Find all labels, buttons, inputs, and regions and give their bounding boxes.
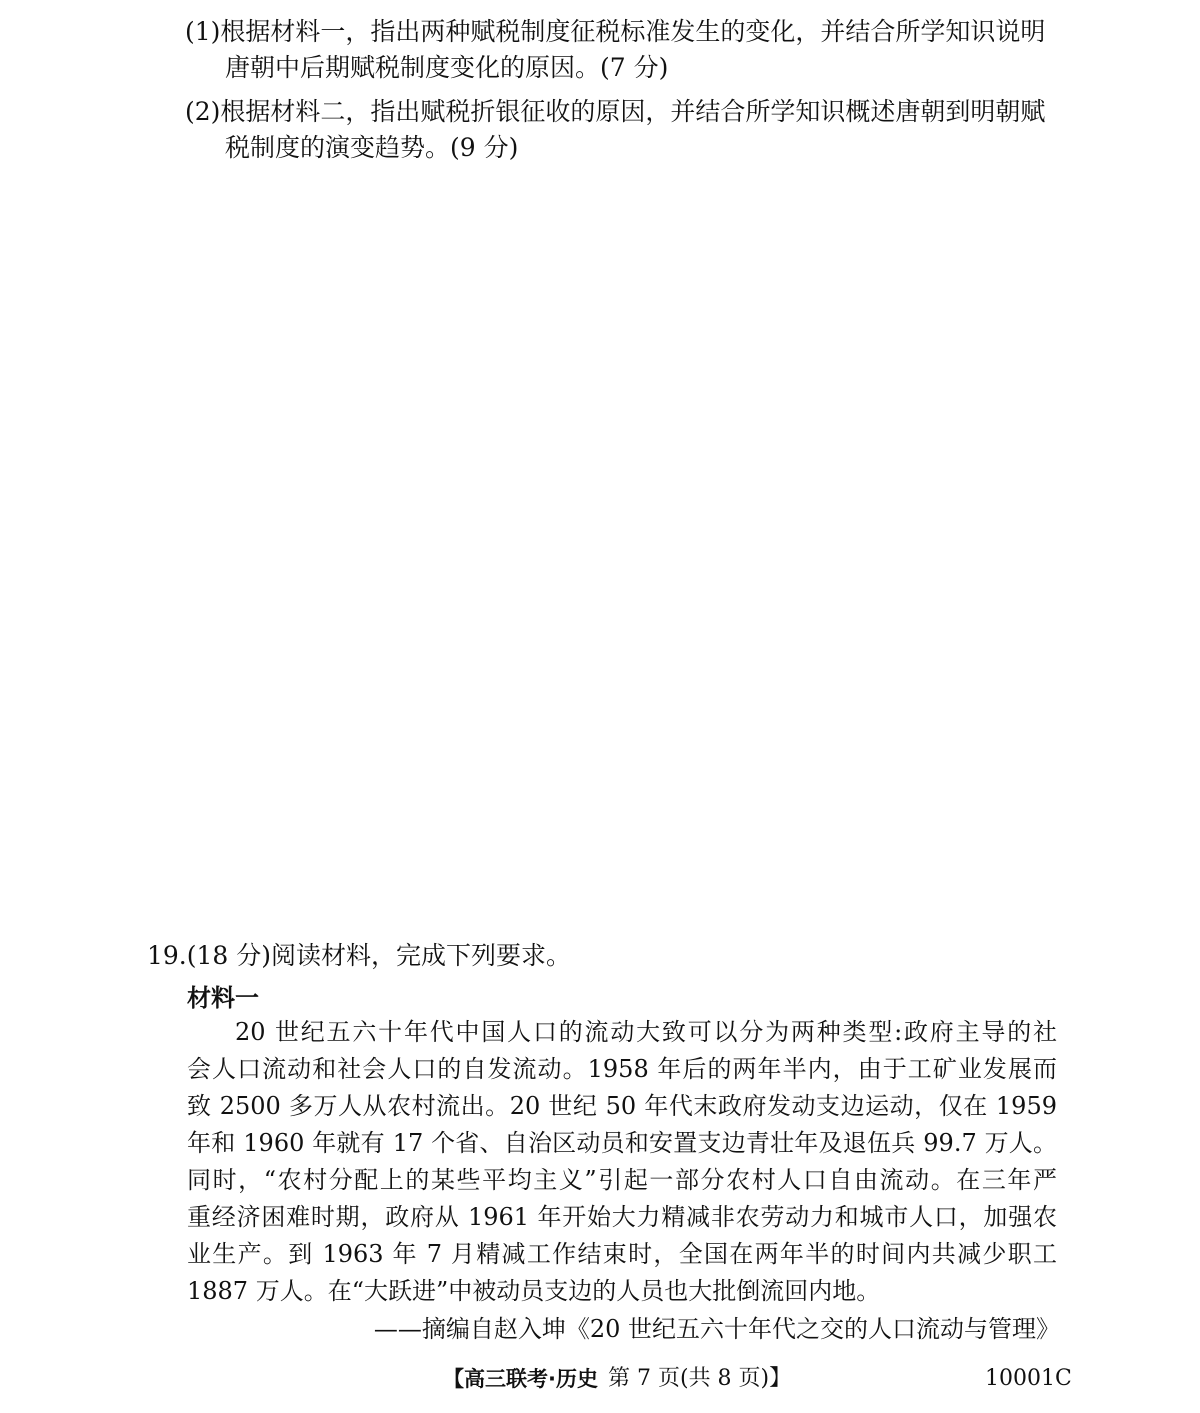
footer-code: 10001C — [985, 1366, 1072, 1391]
material-title: 材料一 — [187, 984, 259, 1012]
material-line: 20 世纪五六十年代中国人口的流动大致可以分为两种类型:政府主导的社 — [235, 1018, 1057, 1046]
material-line: 业生产。到 1963 年 7 月精减工作结束时，全国在两年半的时间内共减少职工 — [187, 1240, 1057, 1268]
question-2-line-1: (2)根据材料二，指出赋税折银征收的原因，并结合所学知识概述唐朝到明朝赋 — [185, 97, 1046, 126]
question-1-line-1: (1)根据材料一，指出两种赋税制度征税标准发生的变化，并结合所学知识说明 — [185, 17, 1046, 46]
material-source: ——摘编自赵入坤《20 世纪五六十年代之交的人口流动与管理》 — [373, 1315, 1060, 1343]
footer-page-number: 第 7 页(共 8 页)】 — [608, 1366, 792, 1391]
question-1 — [185, 14, 1065, 86]
question-2-line-2: 税制度的演变趋势。(9 分) — [225, 133, 519, 162]
material-line: 致 2500 多万人从农村流出。20 世纪 50 年代末政府发动支边运动，仅在 1959 — [187, 1092, 1057, 1120]
question-19-heading: 19.(18 分)阅读材料，完成下列要求。 — [147, 941, 572, 970]
material-line: 1887 万人。在“大跃进”中被动员支边的人员也大批倒流回内地。 — [187, 1277, 881, 1305]
material-line: 重经济困难时期，政府从 1961 年开始大力精减非农劳动力和城市人口，加强农 — [187, 1203, 1057, 1231]
footer-exam-label: 【高三联考·历史 — [443, 1367, 598, 1391]
question-2 — [185, 94, 1065, 166]
material-line: 年和 1960 年就有 17 个省、自治区动员和安置支边青壮年及退伍兵 99.7 万人。 — [187, 1129, 1057, 1157]
material-line: 会人口流动和社会人口的自发流动。1958 年后的两年半内，由于工矿业发展而 — [187, 1055, 1057, 1083]
material-body — [187, 1014, 1057, 1310]
material-line: 同时，“农村分配上的某些平均主义”引起一部分农村人口自由流动。在三年严 — [187, 1166, 1057, 1194]
question-1-line-2: 唐朝中后期赋税制度变化的原因。(7 分) — [225, 53, 669, 82]
